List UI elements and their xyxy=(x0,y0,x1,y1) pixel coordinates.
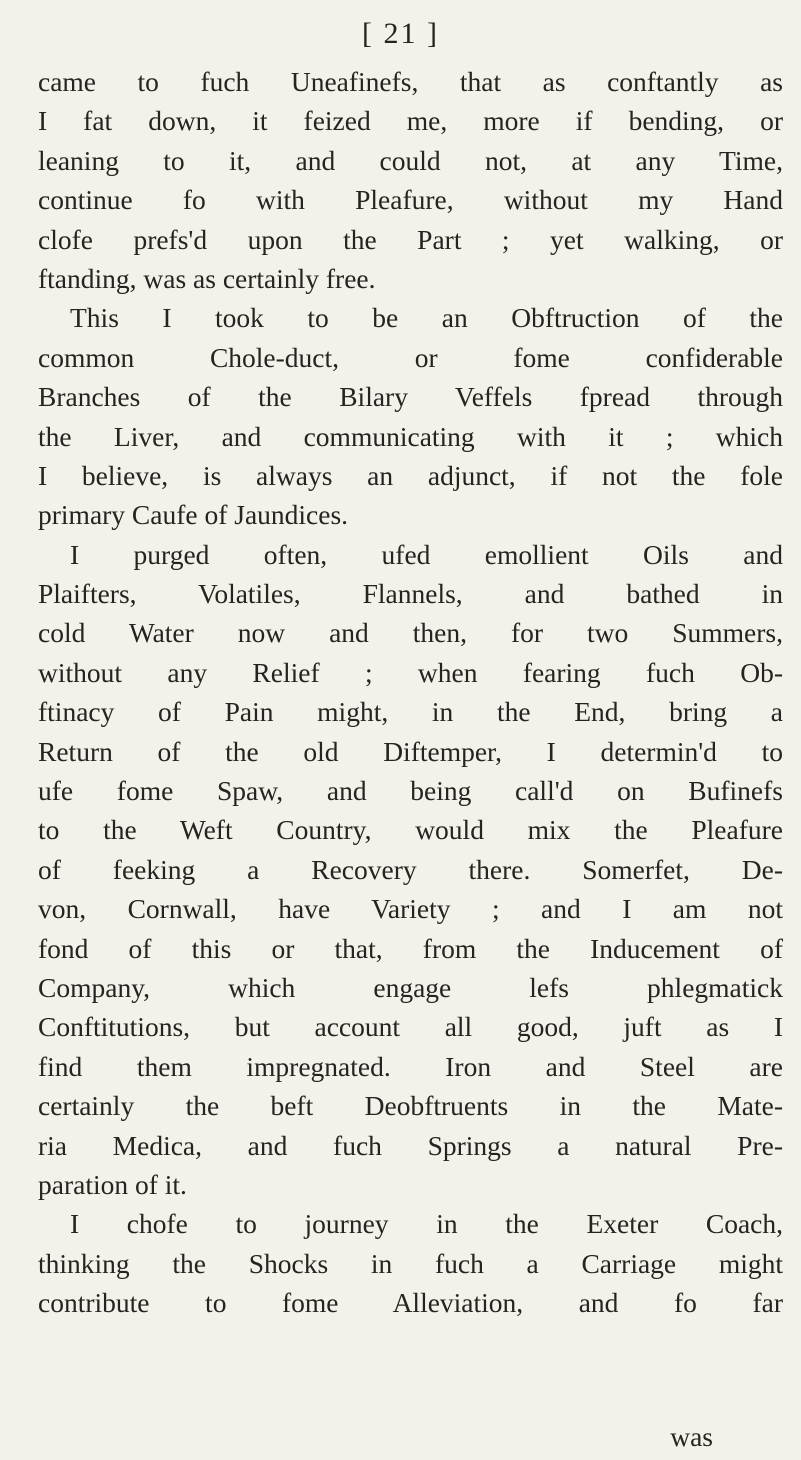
text-line: I purged often, ufed emollient Oils and xyxy=(70,538,783,570)
text-line: ftinacy of Pain might, in the End, bring a xyxy=(38,696,783,728)
text-line: von, Cornwall, have Variety ; and I am not xyxy=(38,893,783,925)
text-line: without any Relief ; when fearing fuch Ob- xyxy=(38,656,783,688)
text-line: find them impregnated. Iron and Steel are xyxy=(38,1050,783,1082)
text-line: I chofe to journey in the Exeter Coach, xyxy=(70,1208,783,1240)
text-line: common Chole-duct, or fome confiderable xyxy=(38,341,783,373)
text-line: came to fuch Uneafinefs, that as conftantly as xyxy=(38,66,783,97)
body-text xyxy=(38,62,783,1323)
text-line: clofe prefs'd upon the Part ; yet walking, or xyxy=(38,223,783,255)
text-line: ufe fome Spaw, and being call'd on Bufinefs xyxy=(38,775,783,807)
text-line: thinking the Shocks in fuch a Carriage might xyxy=(38,1247,783,1279)
text-line: to the Weft Country, would mix the Pleafure xyxy=(38,814,783,846)
text-line: ria Medica, and fuch Springs a natural Pre- xyxy=(38,1129,783,1161)
text-line: cold Water now and then, for two Summers, xyxy=(38,617,783,649)
text-line: certainly the beft Deobftruents in the Mate- xyxy=(38,1090,783,1122)
catchword: was xyxy=(670,1421,713,1452)
text-line: Conftitutions, but account all good, juft as I xyxy=(38,1011,783,1043)
text-line: This I took to be an Obftruction of the xyxy=(70,302,783,334)
text-line: leaning to it, and could not, at any Time, xyxy=(38,144,783,176)
text-line: continue fo with Pleafure, without my Hand xyxy=(38,184,783,216)
text-line: fond of this or that, from the Inducement of xyxy=(38,932,783,964)
catchword-row xyxy=(38,1417,783,1456)
text-line: the Liver, and communicating with it ; which xyxy=(38,420,783,452)
paragraph xyxy=(38,535,783,1205)
text-line: Branches of the Bilary Veffels fpread through xyxy=(38,381,783,413)
paragraph xyxy=(38,62,783,298)
paragraph xyxy=(38,298,783,534)
paragraph xyxy=(38,1204,783,1322)
text-line: I believe, is always an adjunct, if not the fole xyxy=(38,459,783,491)
text-line: I fat down, it feized me, more if bending, or xyxy=(38,105,783,137)
text-line: contribute to fome Alleviation, and fo far xyxy=(38,1287,783,1319)
text-line: of feeking a Recovery there. Somerfet, De- xyxy=(38,853,783,885)
text-line: paration of it. xyxy=(38,1168,187,1200)
text-line: primary Caufe of Jaundices. xyxy=(38,499,349,531)
text-line: Return of the old Diftemper, I determin'd to xyxy=(38,735,783,767)
text-line: ftanding, was as certainly free. xyxy=(38,262,376,294)
text-line: Company, which engage lefs phlegmatick xyxy=(38,971,783,1003)
page-number: [ 21 ] xyxy=(362,17,439,50)
text-line: Plaifters, Volatiles, Flannels, and bathed in xyxy=(38,578,783,610)
